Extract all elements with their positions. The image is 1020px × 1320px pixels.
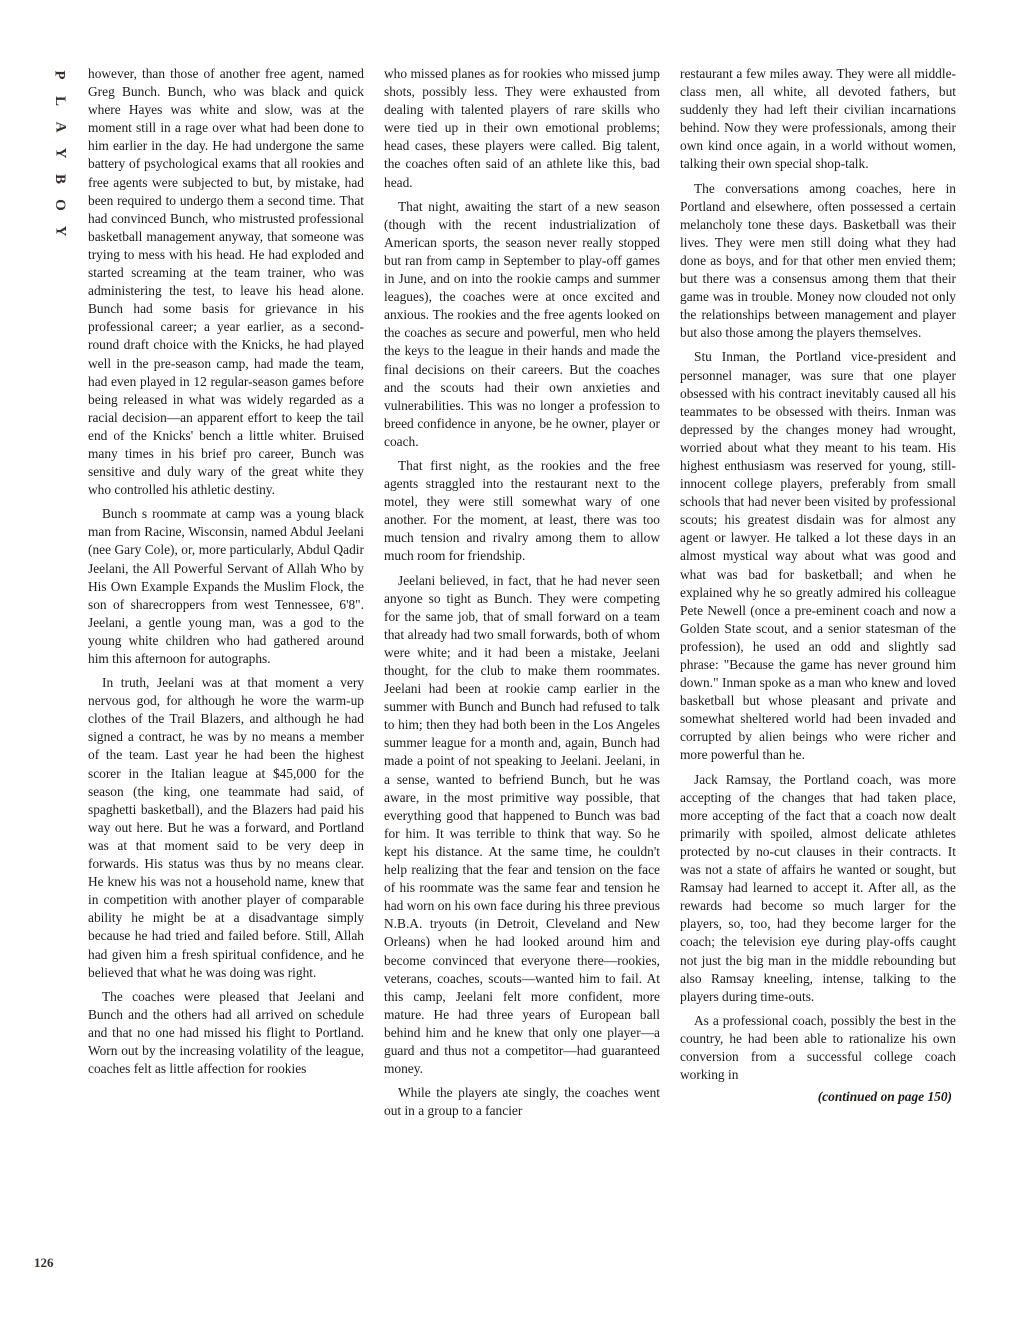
masthead-letter: O	[51, 199, 68, 211]
text-column-2	[384, 65, 660, 1126]
paragraph: Bunch s roommate at camp was a young black man from Racine, Wisconsin, named Abdul Jeelani (nee Gary Cole), or, more particularly, Abdul Qadir Jeelani, the All Powerful Servant of Allah Who by His Own Example Expands the Muslim Flock, the son of sharecroppers from west Tennessee, 6'8". Jeelani, a gentle young man, was a god to the young white children who had gathered around him this afternoon for autographs.	[88, 506, 364, 666]
paragraph: who missed planes as for rookies who missed jump shots, possibly less. They were exhausted from dealing with talented players of rare skills who were tied up in their own emotional problems; head cases, these players were called. Big talent, the coaches often said of an athlete like this, bad head.	[384, 66, 660, 190]
paragraph: Jack Ramsay, the Portland coach, was more accepting of the changes that had taken place, more accepting of the fact that a coach now dealt primarily with spoiled, almost delicate athletes protected by no-cut clauses in their contracts. It was not a state of affairs he wanted or sought, but Ramsay had learned to accept it. After all, as the rewards had become so much larger for the players, so, too, had they become larger for the coach; the television eye during play-offs caught not just the big man in the middle rebounding but also Ramsay kneeling, intense, talking to the players during time-outs.	[680, 771, 956, 1004]
paragraph: however, than those of another free agent, named Greg Bunch. Bunch, who was black and quick where Hayes was white and slow, was at the moment still in a rage over what had been done to him earlier in the day. He had undergone the same battery of psychological exams that all rookies and free agents were subjected to but, by mistake, had been required to undergo them a second time. That had convinced Bunch, who mistrusted professional basketball management anyway, that someone was trying to mess with his head. He had exploded and started screaming at the team trainer, who was administering the test, to leave his head alone. Bunch had some basis for grievance in his professional career; a year earlier, as a second-round draft choice with the Knicks, he had played well in the pre-season camp, had made the team, had even played in 12 regular-season games before being released in what was widely regarded as a racial decision—an apparent effort to keep the tail end of the Knicks' bench a little whiter. Bruised many times in his brief pro career, Bunch was sensitive and duly wary of the great white they who controlled his athletic destiny.	[88, 66, 364, 498]
paragraph: Stu Inman, the Portland vice-president and personnel manager, was sure that one player obsessed with his contract inevitably caused all his teammates to be obsessed with theirs. Inman was depressed by the changes money had wrought, worried about what they meant to his team. His highest enthusiasm was reserved for young, still-innocent college players, preferably from small schools that had never been visited by professional scouts; his greatest disdain was for almost any agent or lawyer. He talked a lot these days in an almost mystical way about what was good and what was bad for basketball; and when he explained why he so greatly admired his colleague Pete Newell (once a pre-eminent coach and now a Golden State scout, and a senior statesman of the profession), he used an odd and slightly sad phrase: "Because the game has never ground him down." Inman spoke as a man who knew and loved basketball but whose pleasant and private and somewhat sheltered world had been invaded and corrupted by alien beings who were richer and more powerful than he.	[680, 349, 956, 763]
paragraph: The conversations among coaches, here in Portland and elsewhere, often possessed a certain melancholy tone these days. Basketball was their lives. They were men still doing what they had done as boys, and for that other men envied them; but there was a consensus among them that their game was in trouble. Money now clouded not only the relationships between management and player but also those among the players themselves.	[680, 180, 956, 341]
paragraph: That night, awaiting the start of a new season (though with the recent industrialization of American sports, the season never really stopped but ran from camp in September to play-off games in June, and on into the rookie camps and summer leagues), the coaches were at once excited and anxious. The rookies and the free agents looked on the coaches as secure and powerful, men who held the keys to the league in their hands and made the final decisions on their careers. But the coaches and the scouts had their own anxieties and vulnerabilities. This was no longer a profession to breed confidence in anyone, be he owner, player or coach.	[384, 198, 660, 449]
masthead-vertical	[50, 62, 70, 244]
paragraph: In truth, Jeelani was at that moment a very nervous god, for although he wore the warm-up clothes of the Trail Blazers, and although he had signed a contract, he was by no means a member of the team. Last year he had been the highest scorer in the Italian league at $45,000 for the season (the king, one teammate had said, of spaghetti basketball), and the Blazers had paid his way out here. But he was a forward, and Portland was at that moment said to be very deep in forwards. His status was thus by no means clear. He knew his was not a household name, knew that in competition with another player of comparable ability he might be at a disadvantage simply because he had tried and failed before. Still, Allah had given him a fresh spiritual confidence, and he believed that what he was doing was right.	[88, 675, 364, 980]
paragraph: As a professional coach, possibly the best in the country, he had been able to rationalize his own conversion from a successful college coach working in	[680, 1012, 956, 1083]
page-number: 126	[34, 1255, 54, 1270]
paragraph: While the players ate singly, the coaches went out in a group to a fancier	[384, 1085, 660, 1119]
text-column-1	[88, 65, 364, 1084]
continued-note: (continued on page 150)	[817, 1089, 952, 1105]
masthead-letter: A	[52, 121, 68, 133]
masthead-letter: L	[51, 95, 68, 107]
masthead-letter: P	[51, 70, 68, 80]
masthead-letter: Y	[52, 225, 68, 237]
text-column-3	[680, 65, 956, 1106]
masthead-letter: B	[51, 173, 68, 185]
paragraph: restaurant a few miles away. They were all middle-class men, all white, all devoted fathers, but suddenly they had left their civilian incarnations behind. Now they were professionals, among their own kind once again, in a world without women, talking their own special shop-talk.	[680, 66, 956, 172]
paragraph: Jeelani believed, in fact, that he had never seen anyone so tight as Bunch. They were competing for the same job, that of small forward on a team that already had two small forwards, both of whom were white; and it had been a mistake, Jeelani thought, for the club to make them roommates. Jeelani had been at rookie camp earlier in the summer with Bunch and Bunch had refused to talk to him; then they had both been in the Los Angeles summer league for a month and, again, Bunch had made a point of not speaking to Jeelani. Jeelani, in a sense, wanted to befriend Bunch, but he was aware, in the most primitive way possible, that everything good that happened to Bunch was bad for him. It was terrible to think that way. So he kept his distance. At the same time, he couldn't help realizing that the fear and tension on the face of his roommate was the same fear and tension he had worn on his own face during his three previous N.B.A. tryouts (in Detroit, Cleveland and New Orleans) when he had looked around him and become convinced that everyone there—rookies, veterans, coaches, scouts—wanted him to fail. At this camp, Jeelani felt more confident, more mature. He had three years of European ball behind him and he knew that only one player—a guard and thus not a competitor—had guaranteed money.	[384, 572, 660, 1077]
masthead-letter: Y	[52, 147, 68, 159]
paragraph: That first night, as the rookies and the free agents straggled into the restaurant next to the motel, they were still somewhat wary of one another. For the moment, at least, there was too much tension and rivalry among them to allow much room for friendship.	[384, 457, 660, 564]
paragraph: The coaches were pleased that Jeelani and Bunch and the others had all arrived on schedule and that no one had missed his flight to Portland. Worn out by the increasing volatility of the league, coaches felt as little affection for rookies	[88, 988, 364, 1077]
